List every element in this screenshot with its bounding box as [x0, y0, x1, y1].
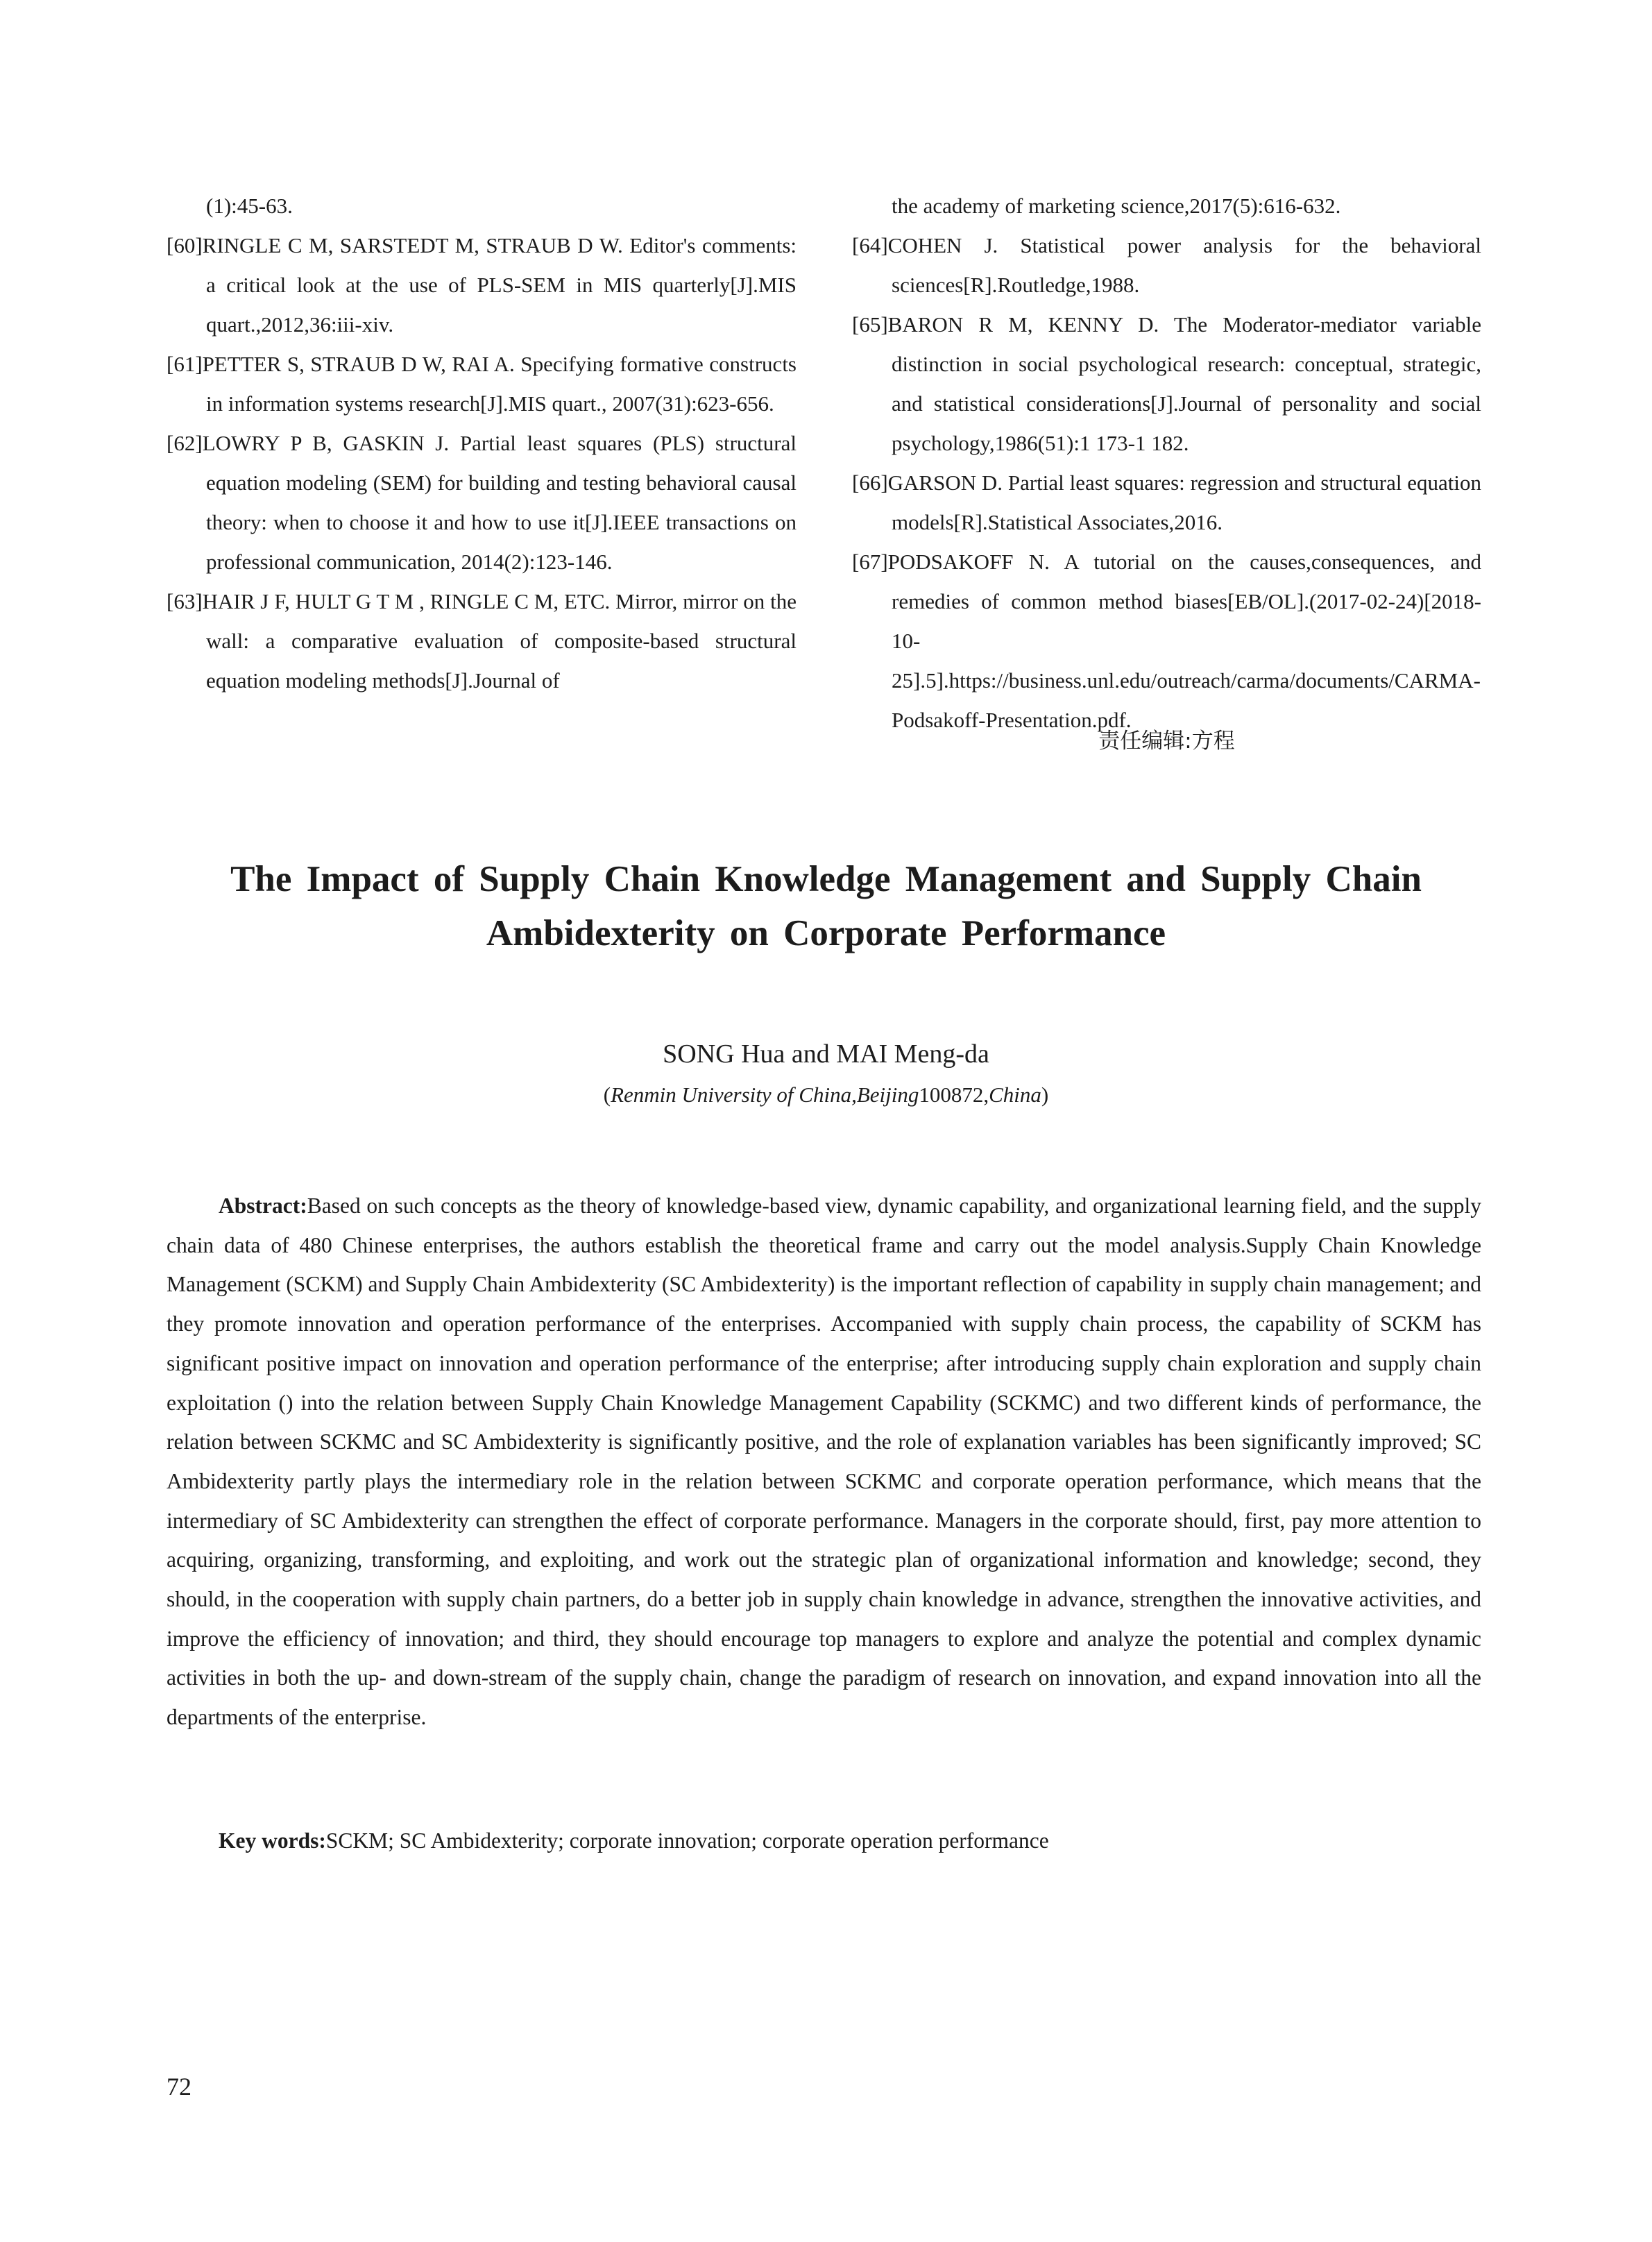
- article-title: [139, 852, 1513, 960]
- abstract-label: Abstract:: [219, 1194, 307, 1218]
- article-title-line-1: The Impact of Supply Chain Knowledge Management and Supply Chain: [230, 859, 1422, 899]
- affiliation-postcode: 100872,: [919, 1082, 989, 1107]
- page-number: 72: [167, 2073, 191, 2100]
- reference-entry: [63]HAIR J F, HULT G T M , RINGLE C M, ETC. Mirror, mirror on the wall: a comparative evaluation of composite-based structural equation modeling methods[J].Journal of: [167, 589, 797, 693]
- keywords-paragraph: [167, 1821, 1481, 1860]
- article-title-line-2: Ambidexterity on Corporate Performance: [486, 913, 1166, 953]
- affiliation-institution: Renmin University of China,Beijing: [611, 1082, 919, 1107]
- reference-entry: (1):45-63.: [206, 194, 293, 218]
- keywords-text: SCKM; SC Ambidexterity; corporate innovation; corporate operation performance: [325, 1828, 1049, 1853]
- reference-entry: [62]LOWRY P B, GASKIN J. Partial least squares (PLS) structural equation modeling (SEM) for building and testing behavioral causal theory: when to choose it and how to use it[J].IEEE transactions on professional communication, 2014(2):123-146.: [167, 431, 797, 574]
- affiliation-close-paren: ): [1041, 1082, 1049, 1107]
- responsible-editor: 责任编辑:方程: [1098, 729, 1235, 754]
- reference-entry: [60]RINGLE C M, SARSTEDT M, STRAUB D W. Editor's comments: a critical look at the use of PLS-SEM in MIS quarterly[J].MIS quart.,2012,36:iii-xiv.: [167, 233, 797, 337]
- author-affiliation: [139, 1080, 1513, 1110]
- abstract-text: Based on such concepts as the theory of knowledge-based view, dynamic capability, and organizational learning field, and the supply chain data of 480 Chinese enterprises, the authors establish the theoretical frame and carry out the model analysis.Supply Chain Knowledge Management (SCKM) and Supply Chain Ambidexterity (SC Ambidexterity) is the important reflection of capability in supply chain management; and they promote innovation and operation performance of the enterprises. Accompanied with supply chain process, the capability of SCKM has significant positive impact on innovation and operation performance of the enterprise; after introducing supply chain exploration and supply chain exploitation () into the relation between Supply Chain Knowledge Management Capability (SCKMC) and two different kinds of performance, the relation between SCKMC and SC Ambidexterity is significantly positive, and the role of explanation variables has been significantly improved; SC Ambidexterity partly plays the intermediary role in the relation between SCKMC and corporate operation performance, which means that the intermediary of SC Ambidexterity can strengthen the effect of corporate performance. Managers in the corporate should, first, pay more attention to acquiring, organizing, transforming, and exploiting, and work out the strategic plan of organizational information and knowledge; second, they should, in the cooperation with supply chain partners, do a better job in supply chain knowledge in advance, strengthen the innovative activities, and improve the efficiency of innovation; and third, they should encourage top managers to explore and analyze the potential and complex dynamic activities in both the up- and down-stream of the supply chain, change the paradigm of research on innovation, and expand innovation into all the departments of the enterprise.: [167, 1194, 1481, 1730]
- reference-entry: [67]PODSAKOFF N. A tutorial on the causes,consequences, and remedies of common method biases[EB/OL].(2017-02-24)[2018-10-25].5].https://business.unl.edu/outreach/carma/documents/CARMA-Podsakoff-Presentation.pdf.: [852, 550, 1481, 732]
- references-left-column: [167, 186, 797, 700]
- affiliation-country: China: [989, 1082, 1041, 1107]
- reference-entry: [66]GARSON D. Partial least squares: regression and structural equation models[R].Statistical Associates,2016.: [852, 470, 1481, 534]
- reference-entry: [64]COHEN J. Statistical power analysis for the behavioral sciences[R].Routledge,1988.: [852, 233, 1481, 297]
- abstract-paragraph: [167, 1187, 1481, 1738]
- reference-entry: the academy of marketing science,2017(5):616-632.: [892, 194, 1341, 218]
- affiliation-open-paren: (: [603, 1082, 611, 1107]
- reference-entry: [65]BARON R M, KENNY D. The Moderator-mediator variable distinction in social psychological research: conceptual, strategic, and statistical considerations[J].Journal of personality and social psychology,1986(51):1 173-1 182.: [852, 312, 1481, 455]
- keywords-label: Key words:: [219, 1828, 326, 1853]
- references-right-column: [852, 186, 1481, 740]
- reference-entry: [61]PETTER S, STRAUB D W, RAI A. Specifying formative constructs in information systems research[J].MIS quart., 2007(31):623-656.: [167, 352, 797, 416]
- article-authors: SONG Hua and MAI Meng-da: [663, 1039, 989, 1069]
